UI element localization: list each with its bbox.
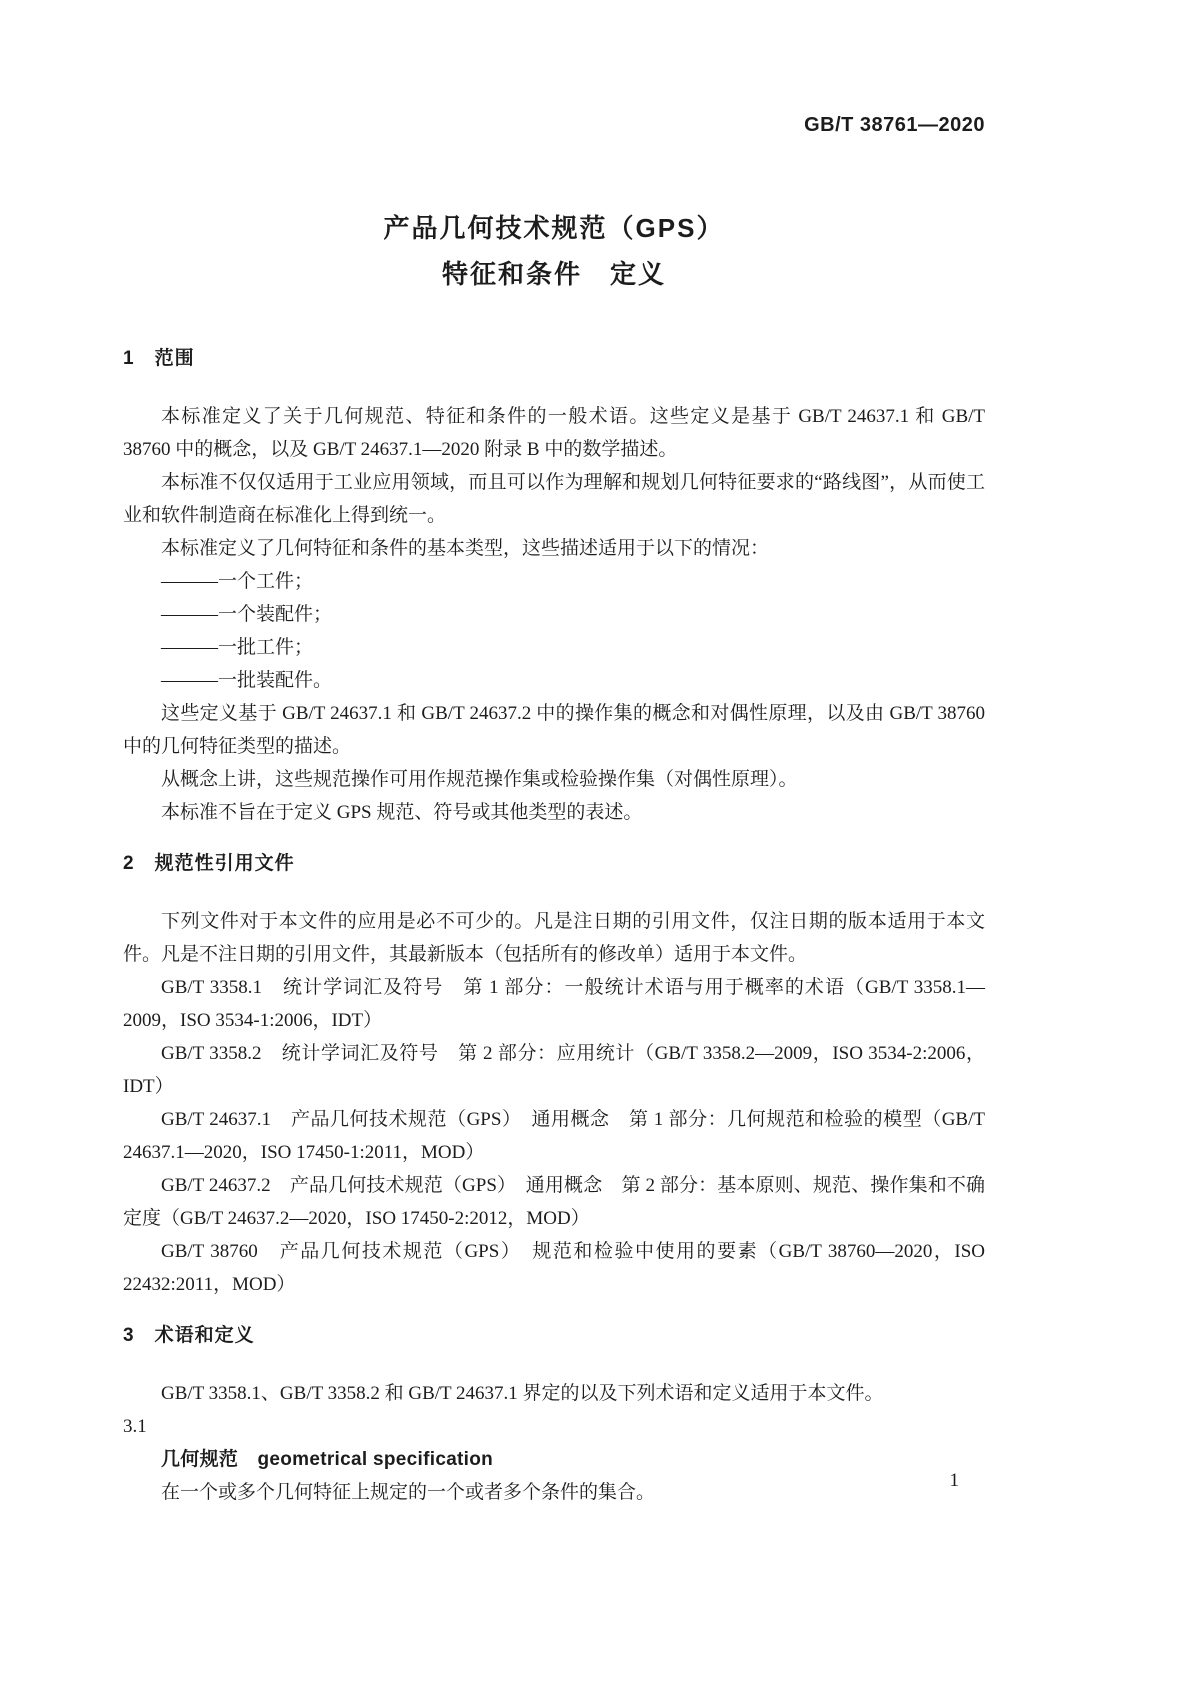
dash-list-item: ———一批工件； (161, 637, 314, 658)
page-number: 1 (949, 1470, 959, 1491)
section-heading: 1 范围 (123, 348, 195, 369)
paragraph: GB/T 24637.2 产品几何技术规范（GPS） 通用概念 第 2 部分：基本原则、规范、操作集和不确定度（GB/T 24637.2—2020，ISO 17450-2:2012，MOD） (123, 1175, 985, 1229)
paragraph: GB/T 3358.2 统计学词汇及符号 第 2 部分：应用统计（GB/T 3358.2—2009，ISO 3534-2:2006，IDT） (123, 1043, 985, 1097)
section-heading: 3 术语和定义 (123, 1325, 255, 1346)
paragraph: 从概念上讲，这些规范操作可用作规范操作集或检验操作集（对偶性原理）。 (161, 769, 798, 790)
paragraph: 这些定义基于 GB/T 24637.1 和 GB/T 24637.2 中的操作集的概念和对偶性原理，以及由 GB/T 38760 中的几何特征类型的描述。 (123, 703, 985, 757)
term-number: 3.1 (123, 1416, 147, 1437)
section (123, 346, 985, 829)
document-title-line1: 产品几何技术规范（GPS） (383, 213, 725, 243)
term-name: 几何规范 geometrical specification (161, 1449, 494, 1470)
paragraph: 在一个或多个几何特征上规定的一个或者多个条件的集合。 (161, 1482, 656, 1503)
dash-list-item: ———一批装配件。 (161, 670, 333, 691)
dash-list-item: ———一个工件； (161, 571, 314, 592)
paragraph: GB/T 3358.1、GB/T 3358.2 和 GB/T 24637.1 界定的以及下列术语和定义适用于本文件。 (161, 1383, 884, 1404)
paragraph: 本标准不旨在于定义 GPS 规范、符号或其他类型的表述。 (161, 802, 643, 823)
section (123, 851, 985, 1301)
paragraph: GB/T 24637.1 产品几何技术规范（GPS） 通用概念 第 1 部分：几何规范和检验的模型（GB/T 24637.1—2020，ISO 17450-1:2011，MOD） (123, 1109, 985, 1163)
section (123, 1323, 985, 1509)
paragraph: 下列文件对于本文件的应用是必不可少的。凡是注日期的引用文件，仅注日期的版本适用于本文件。凡是不注日期的引用文件，其最新版本（包括所有的修改单）适用于本文件。 (123, 911, 985, 965)
doc-number: GB/T 38761—2020 (804, 114, 985, 136)
document-body (123, 346, 985, 1509)
paragraph: GB/T 38760 产品几何技术规范（GPS） 规范和检验中使用的要素（GB/T 38760—2020，ISO 22432:2011，MOD） (123, 1241, 985, 1295)
section-heading: 2 规范性引用文件 (123, 853, 295, 874)
dash-list-item: ———一个装配件； (161, 604, 333, 625)
paragraph: 本标准定义了关于几何规范、特征和条件的一般术语。这些定义是基于 GB/T 24637.1 和 GB/T 38760 中的概念，以及 GB/T 24637.1—2020 附录 B 中的数学描述。 (123, 406, 985, 460)
paragraph: 本标准定义了几何特征和条件的基本类型，这些描述适用于以下的情况： (161, 538, 770, 559)
document-title-line2: 特征和条件 定义 (441, 259, 666, 289)
paragraph: 本标准不仅仅适用于工业应用领域，而且可以作为理解和规划几何特征要求的“路线图”，从而使工业和软件制造商在标准化上得到统一。 (123, 472, 985, 526)
paragraph: GB/T 3358.1 统计学词汇及符号 第 1 部分：一般统计术语与用于概率的术语（GB/T 3358.1—2009，ISO 3534-1:2006，IDT） (123, 977, 985, 1031)
